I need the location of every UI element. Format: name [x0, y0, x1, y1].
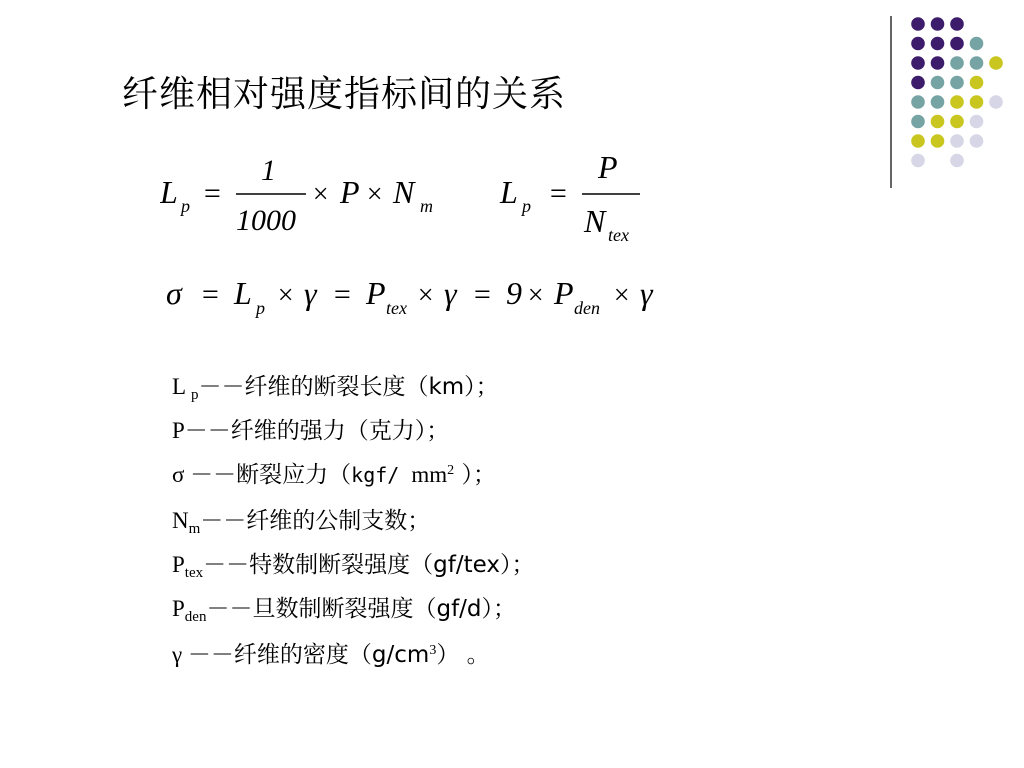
definition-gamma — [172, 636, 490, 676]
definition-nm — [172, 502, 430, 542]
symbol-sub: p — [190, 387, 199, 403]
f1-lhs: L — [160, 174, 178, 210]
f3-times-1: × — [276, 280, 295, 311]
decorative-dot — [911, 115, 925, 129]
f3-times-4: × — [612, 280, 631, 311]
decorative-dot — [970, 115, 984, 129]
decorative-dot — [931, 76, 945, 90]
definition-text-a: －－纤维的密度（g/cm — [187, 642, 430, 668]
f3-eq-2: = — [332, 278, 353, 311]
f3-gamma-3: γ — [640, 275, 653, 311]
f2-den-sub: tex — [608, 225, 629, 245]
symbol: P — [172, 552, 185, 577]
f1-times-1: × — [311, 179, 330, 210]
definition-p — [172, 412, 449, 452]
decorative-dot — [911, 95, 925, 109]
unit-mm: mm — [411, 462, 448, 487]
f3-eq-3: = — [472, 278, 493, 311]
f3-l-sub: p — [256, 298, 265, 318]
decorative-dot — [950, 17, 964, 31]
f2-den: N — [584, 203, 606, 239]
decorative-dot — [970, 37, 984, 51]
decorative-dot — [950, 37, 964, 51]
definition-text: －－纤维的公制支数； — [200, 508, 431, 534]
symbol: N — [172, 508, 189, 533]
f2-eq: = — [548, 177, 569, 210]
f3-gamma-1: γ — [304, 275, 317, 311]
decorative-dot — [950, 154, 964, 168]
symbol: γ — [172, 642, 188, 667]
f3-nine: 9 — [506, 275, 522, 311]
slide-title: 纤维相对强度指标间的关系 — [122, 74, 567, 115]
decorative-dot — [950, 95, 964, 109]
definition-text: －－特数制断裂强度（gf/tex）； — [203, 552, 535, 578]
definition-sigma — [172, 456, 496, 496]
decorative-dot — [931, 95, 945, 109]
symbol-sub: tex — [184, 565, 204, 581]
decorative-dot — [911, 17, 925, 31]
symbol: P — [172, 418, 185, 443]
definition-text: －－纤维的断裂长度（km）； — [198, 374, 499, 400]
decorative-dot — [950, 76, 964, 90]
decorative-dot — [911, 76, 925, 90]
symbol-sub: den — [184, 609, 207, 625]
decorative-dot — [970, 95, 984, 109]
f3-p-1: P — [366, 275, 386, 311]
decorative-dot — [989, 95, 1003, 109]
f1-times-2: × — [365, 179, 384, 210]
f1-den: 1000 — [236, 204, 296, 237]
f1-eq: = — [202, 177, 223, 210]
f3-den-sub: den — [574, 298, 600, 318]
f1-num: 1 — [261, 154, 276, 187]
unit-kgf: kgf/ — [351, 463, 412, 487]
definition-pden — [172, 590, 516, 630]
decorative-dot — [950, 56, 964, 70]
definition-text-b: ） 。 — [436, 642, 490, 668]
decorative-dot — [911, 37, 925, 51]
decorative-dot — [911, 56, 925, 70]
f1-n-sub: m — [420, 196, 433, 216]
decorative-dot — [970, 56, 984, 70]
definition-text: －－旦数制断裂强度（gf/d）； — [206, 596, 517, 622]
formula-breaking-length-nm — [160, 148, 460, 248]
decorative-dot — [931, 17, 945, 31]
f3-p-2: P — [554, 275, 574, 311]
f3-times-3: × — [526, 280, 545, 311]
symbol: L — [172, 374, 191, 399]
f2-lhs: L — [500, 174, 518, 210]
formula-stress-relation — [166, 268, 686, 322]
f3-tex-sub: tex — [386, 298, 407, 318]
symbol-sub: m — [188, 521, 201, 537]
decorative-dot — [931, 134, 945, 148]
f1-lhs-sub: p — [181, 196, 190, 216]
f1-p: P — [340, 174, 360, 210]
decorative-dot — [950, 134, 964, 148]
decorative-dot — [950, 115, 964, 129]
decorative-dot — [970, 76, 984, 90]
f3-sigma: σ — [166, 275, 182, 311]
f3-times-2: × — [416, 280, 435, 311]
decorative-dot — [931, 37, 945, 51]
definition-ptex — [172, 546, 534, 586]
f1-n: N — [393, 174, 415, 210]
decorative-dot — [911, 154, 925, 168]
f3-eq-1: = — [200, 278, 221, 311]
unit-sup: 2 — [447, 463, 455, 478]
symbol: P — [172, 596, 185, 621]
decorative-dot — [970, 134, 984, 148]
f2-num: P — [598, 149, 618, 185]
definition-text: －－纤维的强力（克力）； — [184, 418, 450, 444]
decorative-dot — [931, 115, 945, 129]
f3-l: L — [234, 275, 252, 311]
f3-gamma-2: γ — [444, 275, 457, 311]
formula-breaking-length-tex — [498, 148, 658, 248]
definition-text-a: －－断裂应力（ — [190, 462, 352, 488]
decorative-dot — [911, 134, 925, 148]
symbol: σ — [172, 462, 191, 487]
definition-lp — [172, 368, 499, 408]
unit-sup: 3 — [429, 643, 437, 658]
f2-lhs-sub: p — [522, 196, 531, 216]
decorative-dot — [989, 56, 1003, 70]
decorative-dot — [931, 56, 945, 70]
definition-text-c: ）； — [454, 462, 496, 488]
